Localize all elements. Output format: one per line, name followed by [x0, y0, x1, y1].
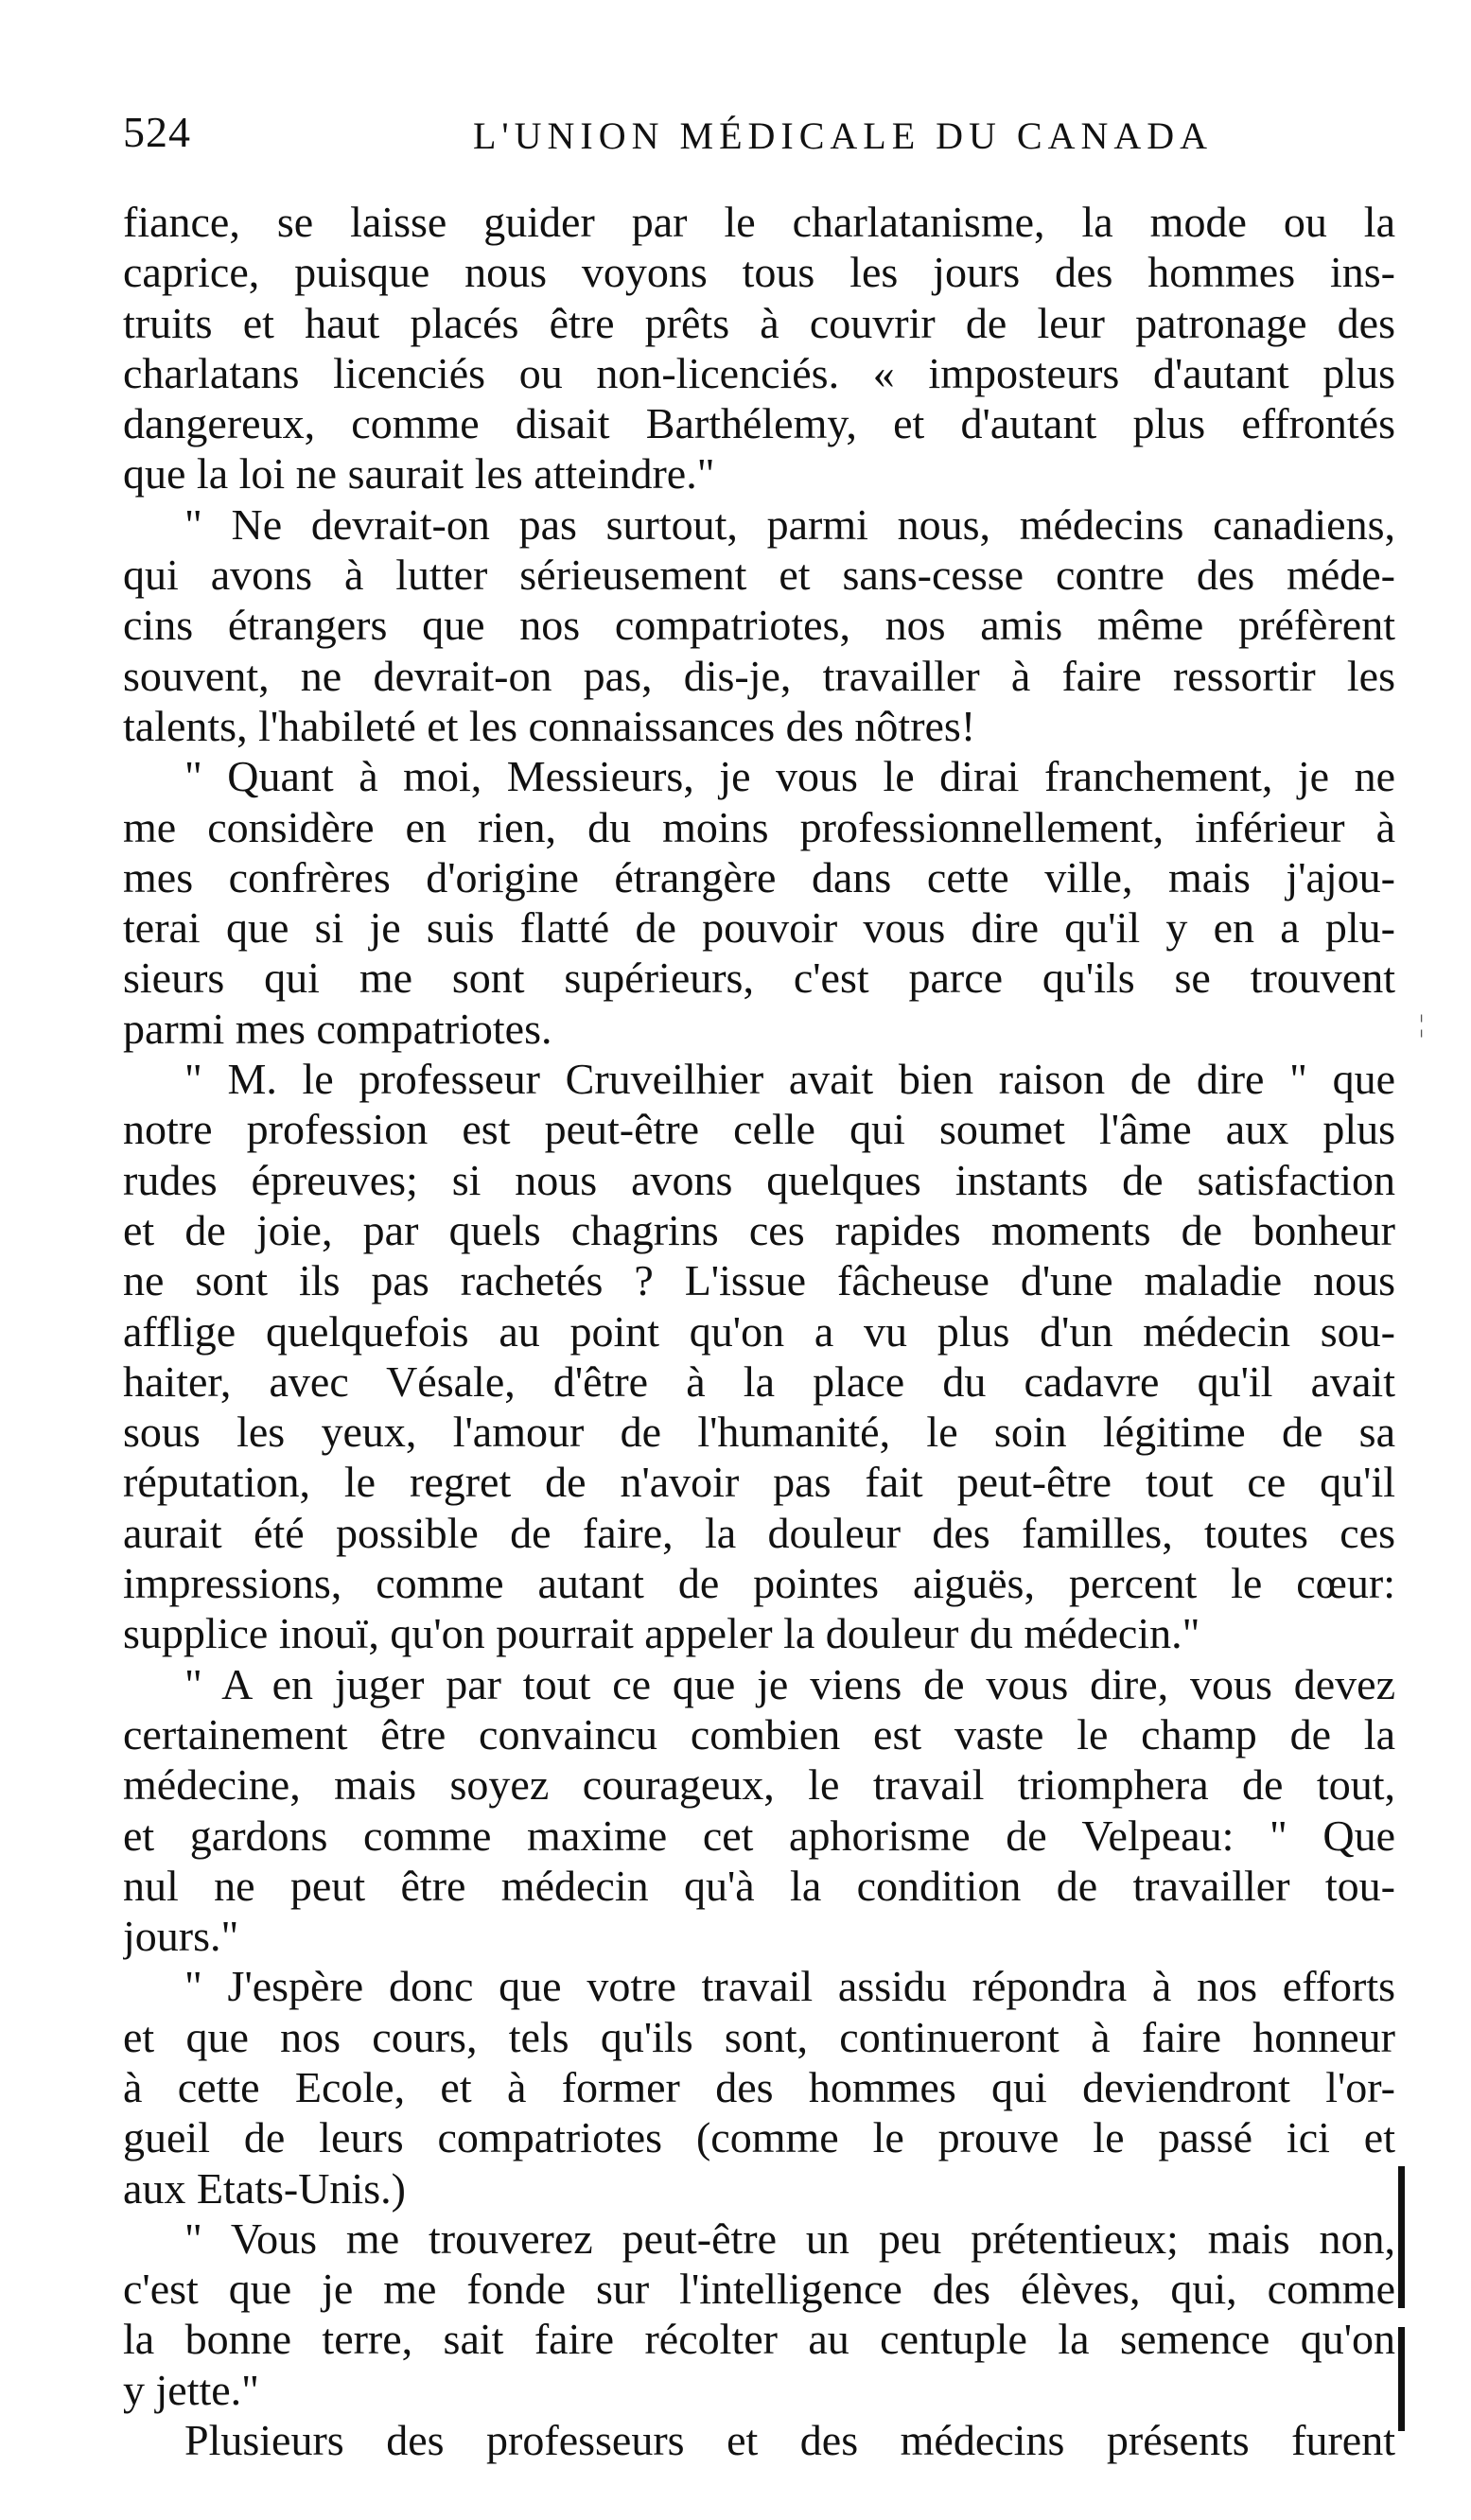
- body-text: [123, 197, 1395, 2465]
- text-line: haiter, avec Vésale, d'être à la place du cadavre qu'il avait: [123, 1356, 1395, 1406]
- text-line: fiance, se laisse guider par le charlatanisme, la mode ou la: [123, 198, 1395, 246]
- text-line: et de joie, par quels chagrins ces rapides moments de bonheur: [123, 1205, 1395, 1254]
- text-line: jours.": [123, 1912, 239, 1961]
- text-line: certainement être convaincu combien est vaste le champ de la: [123, 1709, 1395, 1759]
- text-line: réputation, le regret de n'avoir pas fait peut-être tout ce qu'il: [123, 1458, 1395, 1507]
- text-line: " A en juger par tout ce que je viens de vous dire, vous devez: [184, 1659, 1395, 1708]
- text-line: qui avons à lutter sérieusement et sans-cesse contre des méde-: [123, 551, 1395, 600]
- text-line: caprice, puisque nous voyons tous les jours des hommes ins-: [123, 248, 1395, 297]
- text-line: impressions, comme autant de pointes aiguës, percent le cœur:: [123, 1559, 1395, 1608]
- text-line: souvent, ne devrait-on pas, dis-je, travailler à faire ressortir les: [123, 651, 1395, 700]
- text-line: sous les yeux, l'amour de l'humanité, le soin légitime de sa: [123, 1408, 1395, 1457]
- text-line: " J'espère donc que votre travail assidu répondra à nos efforts: [184, 1962, 1395, 2011]
- margin-rule-mark: [1398, 2327, 1405, 2431]
- text-line: " Ne devrait-on pas surtout, parmi nous, médecins canadiens,: [184, 499, 1395, 549]
- text-line: afflige quelquefois au point qu'on a vu plus d'un médecin sou-: [123, 1306, 1395, 1356]
- page-number: 524: [123, 108, 191, 156]
- page-header: [0, 0, 1471, 170]
- text-line: me considère en rien, du moins professionnellement, inférieur à: [123, 802, 1395, 851]
- text-line: " Quant à moi, Messieurs, je vous le dirai franchement, je ne: [184, 752, 1395, 801]
- text-line: aurait été possible de faire, la douleur des familles, toutes ces: [123, 1508, 1395, 1557]
- text-line: aux Etats-Unis.): [123, 2163, 406, 2213]
- text-line: terai que si je suis flatté de pouvoir vous dire qu'il y en a plu-: [123, 903, 1395, 953]
- text-line: mes confrères d'origine étrangère dans cette ville, mais j'ajou-: [123, 852, 1395, 901]
- text-line: et que nos cours, tels qu'ils sont, continueront à faire honneur: [123, 2012, 1395, 2061]
- text-line: que la loi ne saurait les atteindre.": [123, 449, 715, 499]
- text-line: et gardons comme maxime cet aphorisme de Velpeau: " Que: [123, 1811, 1395, 1860]
- text-line: sieurs qui me sont supérieurs, c'est parce qu'ils se trouvent: [123, 954, 1395, 1003]
- text-line: rudes épreuves; si nous avons quelques instants de satisfaction: [123, 1155, 1395, 1204]
- text-line: charlatans licenciés ou non-licenciés. « imposteurs d'autant plus: [123, 348, 1395, 397]
- margin-rule-mark: [1398, 2166, 1405, 2308]
- margin-tick-mark: ¦: [1419, 1010, 1425, 1038]
- text-line: y jette.": [123, 2365, 259, 2414]
- text-line: médecine, mais soyez courageux, le travail triomphera de tout,: [123, 1760, 1395, 1810]
- text-line: nul ne peut être médecin qu'à la condition de travailler tou-: [123, 1861, 1395, 1910]
- text-line: supplice inouï, qu'on pourrait appeler la douleur du médecin.": [123, 1609, 1200, 1658]
- text-line: " Vous me trouverez peut-être un peu prétentieux; mais non,: [184, 2214, 1395, 2263]
- text-line: à cette Ecole, et à former des hommes qui deviendront l'or-: [123, 2062, 1395, 2111]
- text-line: dangereux, comme disait Barthélemy, et d'autant plus effrontés: [123, 399, 1395, 448]
- text-line: ne sont ils pas rachetés ? L'issue fâcheuse d'une maladie nous: [123, 1256, 1395, 1305]
- text-line: la bonne terre, sait faire récolter au centuple la semence qu'on: [123, 2315, 1395, 2364]
- text-line: c'est que je me fonde sur l'intelligence des élèves, qui, comme: [123, 2265, 1395, 2314]
- text-line: parmi mes compatriotes.: [123, 1004, 552, 1053]
- text-line: cins étrangers que nos compatriotes, nos amis même préfèrent: [123, 601, 1395, 650]
- text-line: " M. le professeur Cruveilhier avait bien raison de dire " que: [184, 1055, 1395, 1104]
- text-line: truits et haut placés être prêts à couvrir de leur patronage des: [123, 298, 1395, 347]
- text-line: gueil de leurs compatriotes (comme le prouve le passé ici et: [123, 2113, 1395, 2162]
- running-head: L'UNION MÉDICALE DU CANADA: [473, 114, 1214, 157]
- text-line: Plusieurs des professeurs et des médecins présents furent: [184, 2416, 1395, 2465]
- text-line: talents, l'habileté et les connaissances des nôtres!: [123, 701, 976, 750]
- text-line: notre profession est peut-être celle qui soumet l'âme aux plus: [123, 1105, 1395, 1154]
